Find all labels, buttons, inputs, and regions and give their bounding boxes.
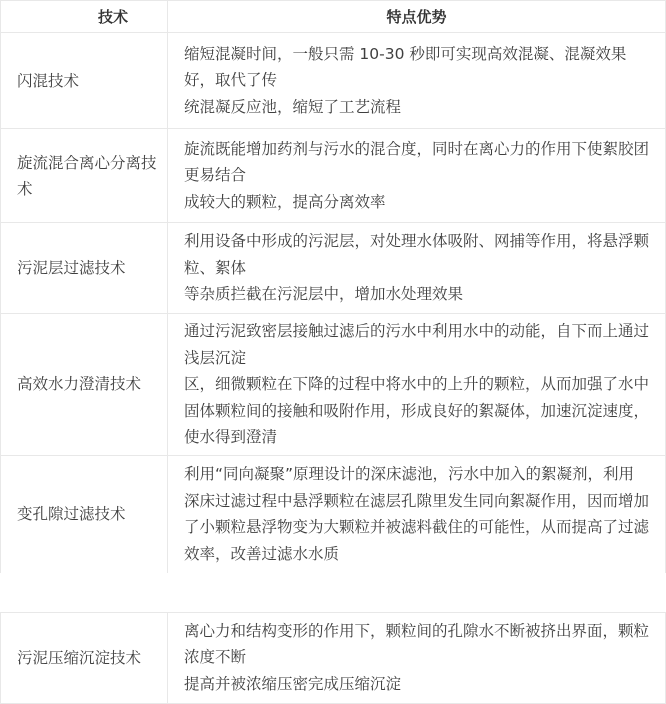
features-cell: [168, 314, 665, 455]
table-row: [1, 129, 665, 223]
feature-line: 旋流既能增加药剂与污水的混合度，同时在离心力的作用下使絮胶团: [184, 139, 650, 158]
tech-name-cell: 闪混技术: [1, 33, 168, 128]
feature-line: 统混凝反应池，缩短了工艺流程: [184, 97, 402, 116]
features-cell: [168, 33, 665, 128]
feature-line: 浅层沉淀: [184, 348, 247, 367]
table-header-row: [1, 1, 665, 33]
feature-line: 等杂质拦截在污泥层中，增加水处理效果: [184, 285, 464, 304]
feature-line: 好，取代了传: [184, 71, 278, 90]
feature-line: 使水得到澄清: [184, 428, 278, 446]
feature-line: 利用“同向凝聚”原理设计的深床滤池，污水中加入的絮凝剂，利用: [184, 465, 635, 483]
table-row: [1, 223, 665, 314]
table-row: [1, 456, 665, 573]
feature-line: 缩短混凝时间，一般只需 10-30 秒即可实现高效混凝、混凝效果: [184, 44, 627, 63]
tech-name-cell: 污泥层过滤技术: [1, 223, 168, 313]
feature-line: 深床过滤过程中悬浮颗粒在滤层孔隙里发生同向絮凝作用，因而增加: [184, 491, 650, 510]
features-cell: [168, 613, 665, 703]
column-header-technology: 技术: [1, 1, 168, 32]
features-cell: [168, 223, 665, 313]
detached-table-body: [1, 613, 665, 703]
feature-line: 了小颗粒悬浮物变为大颗粒并被滤料截住的可能性，从而提高了过滤: [184, 518, 650, 536]
features-cell: [168, 129, 665, 222]
tech-name-cell: 旋流混合离心分离技术: [1, 129, 168, 222]
table-row: [1, 613, 665, 703]
detached-row-table: [0, 612, 666, 704]
tech-name-cell: 高效水力澄清技术: [1, 314, 168, 455]
features-cell: [168, 456, 665, 573]
feature-line: 固体颗粒间的接触和吸附作用，形成良好的絮凝体，加速沉淀速度，: [184, 401, 650, 420]
feature-line: 离心力和结构变形的作用下，颗粒间的孔隙水不断被挤出界面，颗粒: [184, 621, 650, 640]
feature-line: 浓度不断: [184, 648, 247, 667]
table-row: [1, 33, 665, 129]
feature-line: 通过污泥致密层接触过滤后的污水中利用水中的动能，自下而上通过: [184, 322, 650, 340]
tech-name-cell: 污泥压缩沉淀技术: [1, 613, 168, 703]
feature-line: 区，细微颗粒在下降的过程中将水中的上升的颗粒，从而加强了水中: [184, 375, 650, 393]
feature-line: 更易结合: [184, 166, 247, 185]
tech-name-cell: 变孔隙过滤技术: [1, 456, 168, 573]
feature-line: 成较大的颗粒，提高分离效率: [184, 192, 386, 211]
feature-line: 效率，改善过滤水水质: [184, 544, 340, 563]
feature-line: 提高并被浓缩压密完成压缩沉淀: [184, 674, 402, 693]
table-row: [1, 314, 665, 456]
table-body: [1, 33, 665, 573]
feature-line: 利用设备中形成的污泥层，对处理水体吸附、网捕等作用，将悬浮颗: [184, 232, 650, 251]
table-section-gap: [0, 573, 666, 612]
feature-line: 粒、絮体: [184, 258, 247, 277]
column-header-features: 特点优势: [386, 8, 447, 26]
